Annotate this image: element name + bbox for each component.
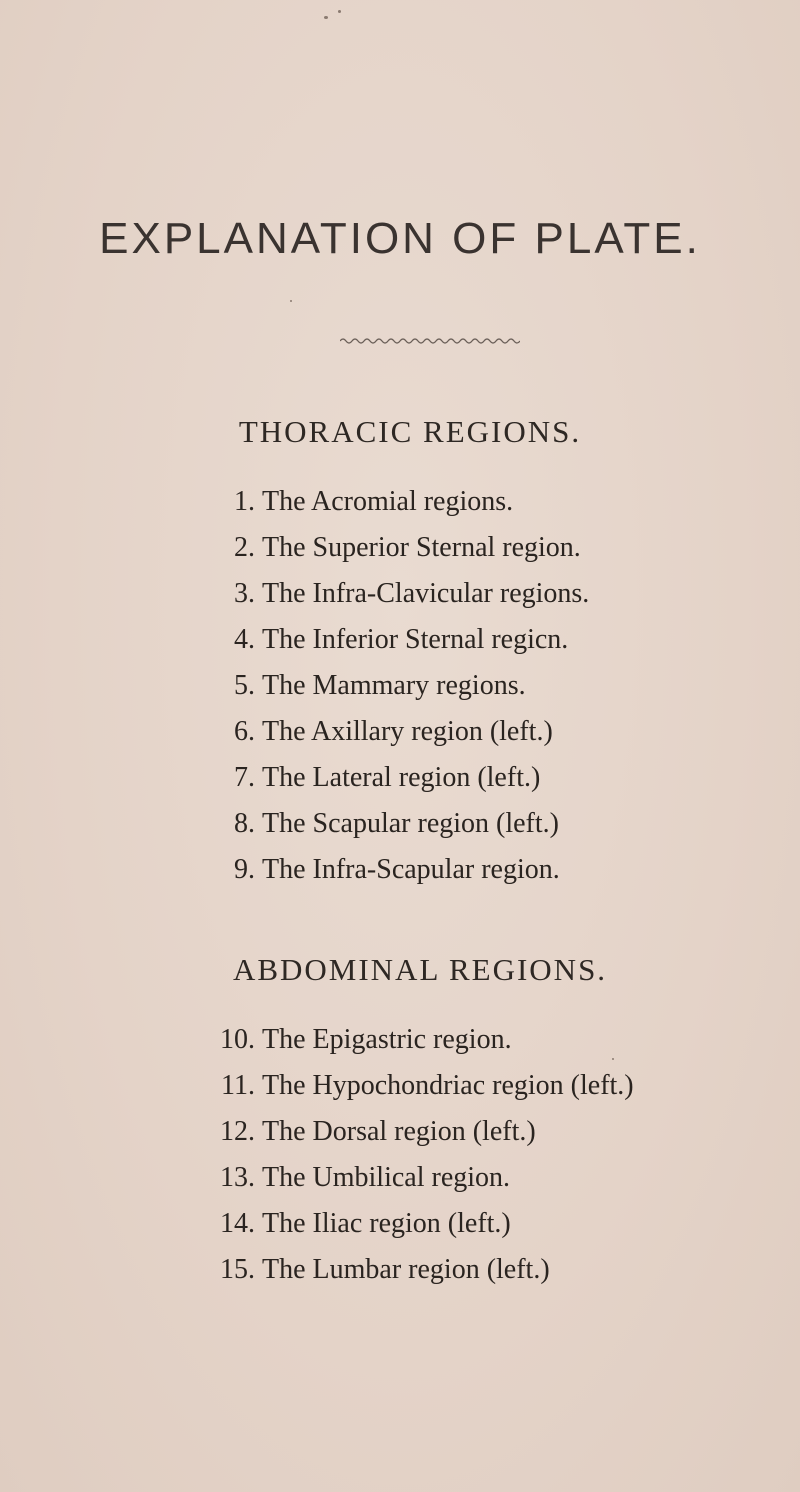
- list-item: [0, 1024, 800, 1064]
- list-item: [0, 1208, 800, 1248]
- page-title: EXPLANATION OF PLATE.: [99, 214, 701, 263]
- list-item: [0, 762, 800, 802]
- item-text: The Iliac region (left.): [262, 1208, 511, 1239]
- item-number: 4.: [234, 624, 255, 655]
- list-item: [0, 1162, 800, 1202]
- abdominal-heading: ABDOMINAL REGIONS.: [232, 952, 608, 987]
- item-text: The Superior Sternal region.: [262, 532, 581, 563]
- list-item: [0, 532, 800, 572]
- item-number: 14.: [220, 1208, 255, 1239]
- list-item: [0, 854, 800, 894]
- item-text: The Inferior Sternal regicn.: [262, 624, 569, 655]
- list-item: [0, 716, 800, 756]
- item-text: The Dorsal region (left.): [262, 1116, 536, 1147]
- item-text: The Hypochondriac region (left.): [262, 1070, 634, 1101]
- item-number: 15.: [220, 1254, 255, 1285]
- item-number: 11.: [221, 1070, 255, 1101]
- list-item: [0, 1070, 800, 1110]
- list-item: [0, 578, 800, 618]
- thoracic-heading: THORACIC REGIONS.: [238, 414, 582, 449]
- list-item: [0, 486, 800, 526]
- ink-speck: [290, 300, 292, 302]
- item-text: The Axillary region (left.): [262, 716, 553, 747]
- item-number: 8.: [234, 808, 255, 839]
- item-text: The Acromial regions.: [262, 486, 514, 517]
- item-number: 3.: [234, 578, 255, 609]
- item-number: 10.: [220, 1024, 255, 1055]
- item-number: 9.: [234, 854, 255, 885]
- item-text: The Scapular region (left.): [262, 808, 559, 839]
- item-text: The Infra-Clavicular regions.: [262, 578, 590, 609]
- item-text: The Infra-Scapular region.: [262, 854, 560, 885]
- item-text: The Mammary regions.: [262, 670, 526, 701]
- item-number: 2.: [234, 532, 255, 563]
- item-text: The Umbilical region.: [262, 1162, 511, 1193]
- item-number: 5.: [234, 670, 255, 701]
- item-number: 1.: [234, 486, 255, 517]
- item-text: The Lumbar region (left.): [262, 1254, 550, 1285]
- item-text: The Epigastric region.: [262, 1024, 512, 1055]
- item-text: The Lateral region (left.): [262, 762, 541, 793]
- item-number: 12.: [220, 1116, 255, 1147]
- item-number: 6.: [234, 716, 255, 747]
- list-item: [0, 1116, 800, 1156]
- item-number: 7.: [234, 762, 255, 793]
- ink-speck: [324, 16, 328, 19]
- list-item: [0, 808, 800, 848]
- item-number: 13.: [220, 1162, 255, 1193]
- list-item: [0, 1254, 800, 1294]
- list-item: [0, 670, 800, 710]
- list-item: [0, 624, 800, 664]
- ink-speck: [338, 10, 341, 13]
- ornamental-divider: [340, 336, 520, 346]
